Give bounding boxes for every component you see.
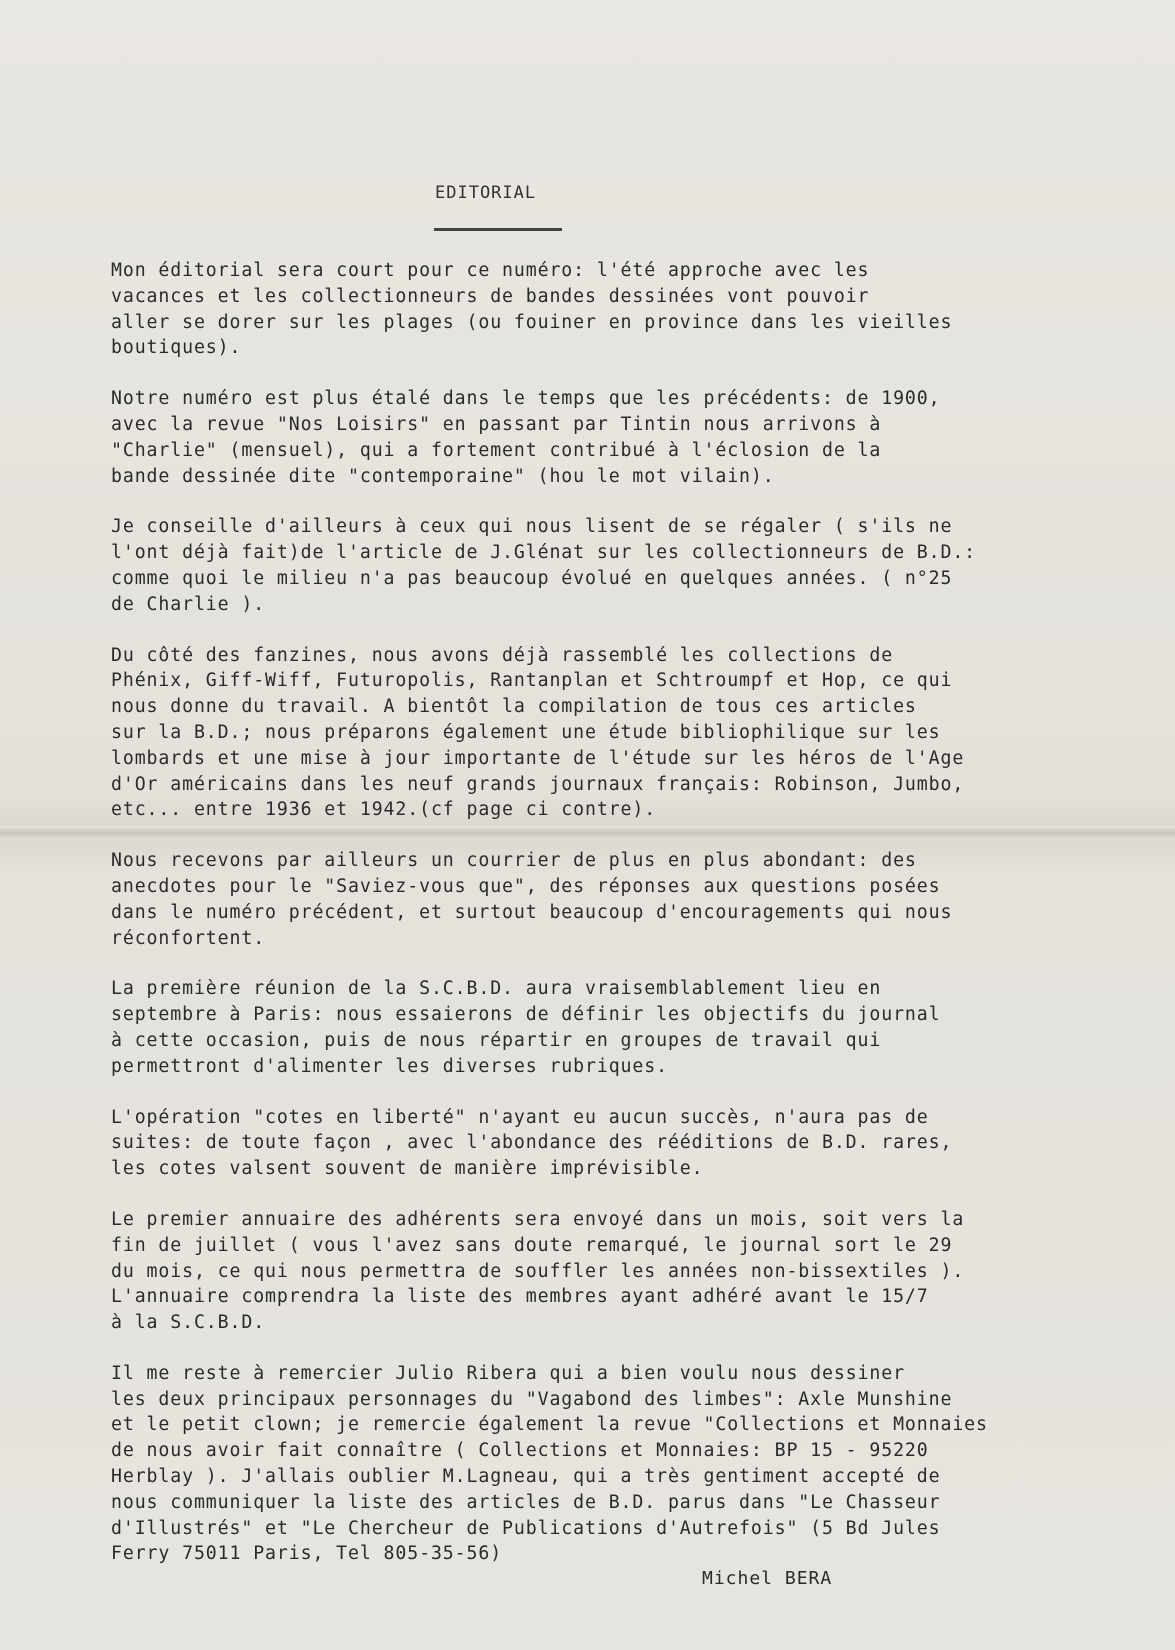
text-line: L'annuaire comprendra la liste des membres ayant adhéré avant le 15/7 [111, 1286, 929, 1308]
paragraph-6 [111, 976, 1161, 1079]
paragraph-9 [111, 1361, 1161, 1567]
text-line: comme quoi le milieu n'a pas beaucoup évolué en quelques années. ( n°25 [111, 567, 953, 589]
text-line: permettront d'alimenter les diverses rubriques. [111, 1055, 668, 1077]
text-line: anecdotes pour le "Saviez-vous que", des réponses aux questions posées [111, 875, 941, 897]
text-line: nous communiquer la liste des articles de B.D. parus dans "Le Chasseur [111, 1491, 941, 1513]
paragraph-1 [111, 258, 1161, 361]
text-line: Le premier annuaire des adhérents sera envoyé dans un mois, soit vers la [111, 1208, 965, 1230]
signature: Michel BERA [702, 1568, 833, 1589]
text-line: L'opération "cotes en liberté" n'ayant eu aucun succès, n'aura pas de [111, 1106, 929, 1128]
text-line: lombards et une mise à jour importante de l'étude sur les héros de l'Age [111, 747, 965, 769]
text-line: etc... entre 1936 et 1942.(cf page ci contre). [111, 799, 657, 821]
text-line: nous donne du travail. A bientôt la compilation de tous ces articles [111, 696, 917, 718]
text-line: de Charlie ). [111, 593, 266, 615]
text-line: La première réunion de la S.C.B.D. aura vraisemblablement lieu en [111, 978, 882, 1000]
page-title: EDITORIAL [435, 183, 537, 203]
text-line: avec la revue "Nos Loisirs" en passant par Tintin nous arrivons à [111, 413, 882, 435]
paragraph-3 [111, 514, 1161, 617]
text-line: aller se dorer sur les plages (ou fouiner en province dans les vieilles [111, 311, 953, 333]
text-line: Herblay ). J'allais oublier M.Lagneau, qui a très gentiment accepté de [111, 1466, 941, 1488]
text-line: dans le numéro précédent, et surtout beaucoup d'encouragements qui nous [111, 901, 953, 923]
text-line: d'Or américains dans les neuf grands journaux français: Robinson, Jumbo, [111, 773, 965, 795]
text-line: bande dessinée dite "contemporaine" (hou le mot vilain). [111, 465, 775, 487]
text-line: à la S.C.B.D. [111, 1312, 266, 1334]
text-line: sur la B.D.; nous préparons également une étude bibliophilique sur les [111, 721, 941, 743]
text-line: l'ont déjà fait)de l'article de J.Glénat sur les collectionneurs de B.D.: [111, 542, 977, 564]
text-line: et le petit clown; je remercie également la revue "Collections et Monnaies [111, 1414, 988, 1436]
text-line: les cotes valsent souvent de manière imprévisible. [111, 1158, 704, 1180]
text-line: Nous recevons par ailleurs un courrier de plus en plus abondant: des [111, 850, 917, 872]
text-line: Notre numéro est plus étalé dans le temps que les précédents: de 1900, [111, 388, 941, 410]
text-line: Phénix, Giff-Wiff, Futuropolis, Rantanplan et Schtroumpf et Hop, ce qui [111, 670, 953, 692]
paragraph-2 [111, 386, 1161, 489]
text-line: Du côté des fanzines, nous avons déjà rassemblé les collections de [111, 644, 894, 666]
text-line: suites: de toute façon , avec l'abondance des rééditions de B.D. rares, [111, 1132, 953, 1154]
text-line: Je conseille d'ailleurs à ceux qui nous lisent de se régaler ( s'ils ne [111, 516, 953, 538]
text-line: de nous avoir fait connaître ( Collections et Monnaies: BP 15 - 95220 [111, 1440, 929, 1462]
text-line: les deux principaux personnages du "Vagabond des limbes": Axle Munshine [111, 1388, 953, 1410]
editorial-body [111, 258, 1161, 1592]
text-line: réconfortent. [111, 927, 266, 949]
text-line: Il me reste à remercier Julio Ribera qui a bien voulu nous dessiner [111, 1362, 905, 1384]
paragraph-8 [111, 1207, 1161, 1336]
text-line: fin de juillet ( vous l'avez sans doute remarqué, le journal sort le 29 [111, 1234, 953, 1256]
text-line: du mois, ce qui nous permettra de souffler les années non-bissextiles ). [111, 1260, 965, 1282]
paragraph-5 [111, 848, 1161, 951]
text-line: boutiques). [111, 337, 242, 359]
title-underline [434, 228, 562, 231]
text-line: Mon éditorial sera court pour ce numéro: l'été approche avec les [111, 260, 870, 281]
paragraph-4 [111, 643, 1161, 824]
text-line: vacances et les collectionneurs de bandes dessinées vont pouvoir [111, 285, 870, 307]
text-line: d'Illustrés" et "Le Chercheur de Publications d'Autrefois" (5 Bd Jules [111, 1517, 941, 1539]
text-line: "Charlie" (mensuel), qui a fortement contribué à l'éclosion de la [111, 439, 882, 461]
text-line: Ferry 75011 Paris, Tel 805-35-56) [111, 1543, 503, 1565]
text-line: à cette occasion, puis de nous répartir en groupes de travail qui [111, 1029, 882, 1051]
paragraph-7 [111, 1105, 1161, 1182]
text-line: septembre à Paris: nous essaierons de définir les objectifs du journal [111, 1004, 941, 1026]
